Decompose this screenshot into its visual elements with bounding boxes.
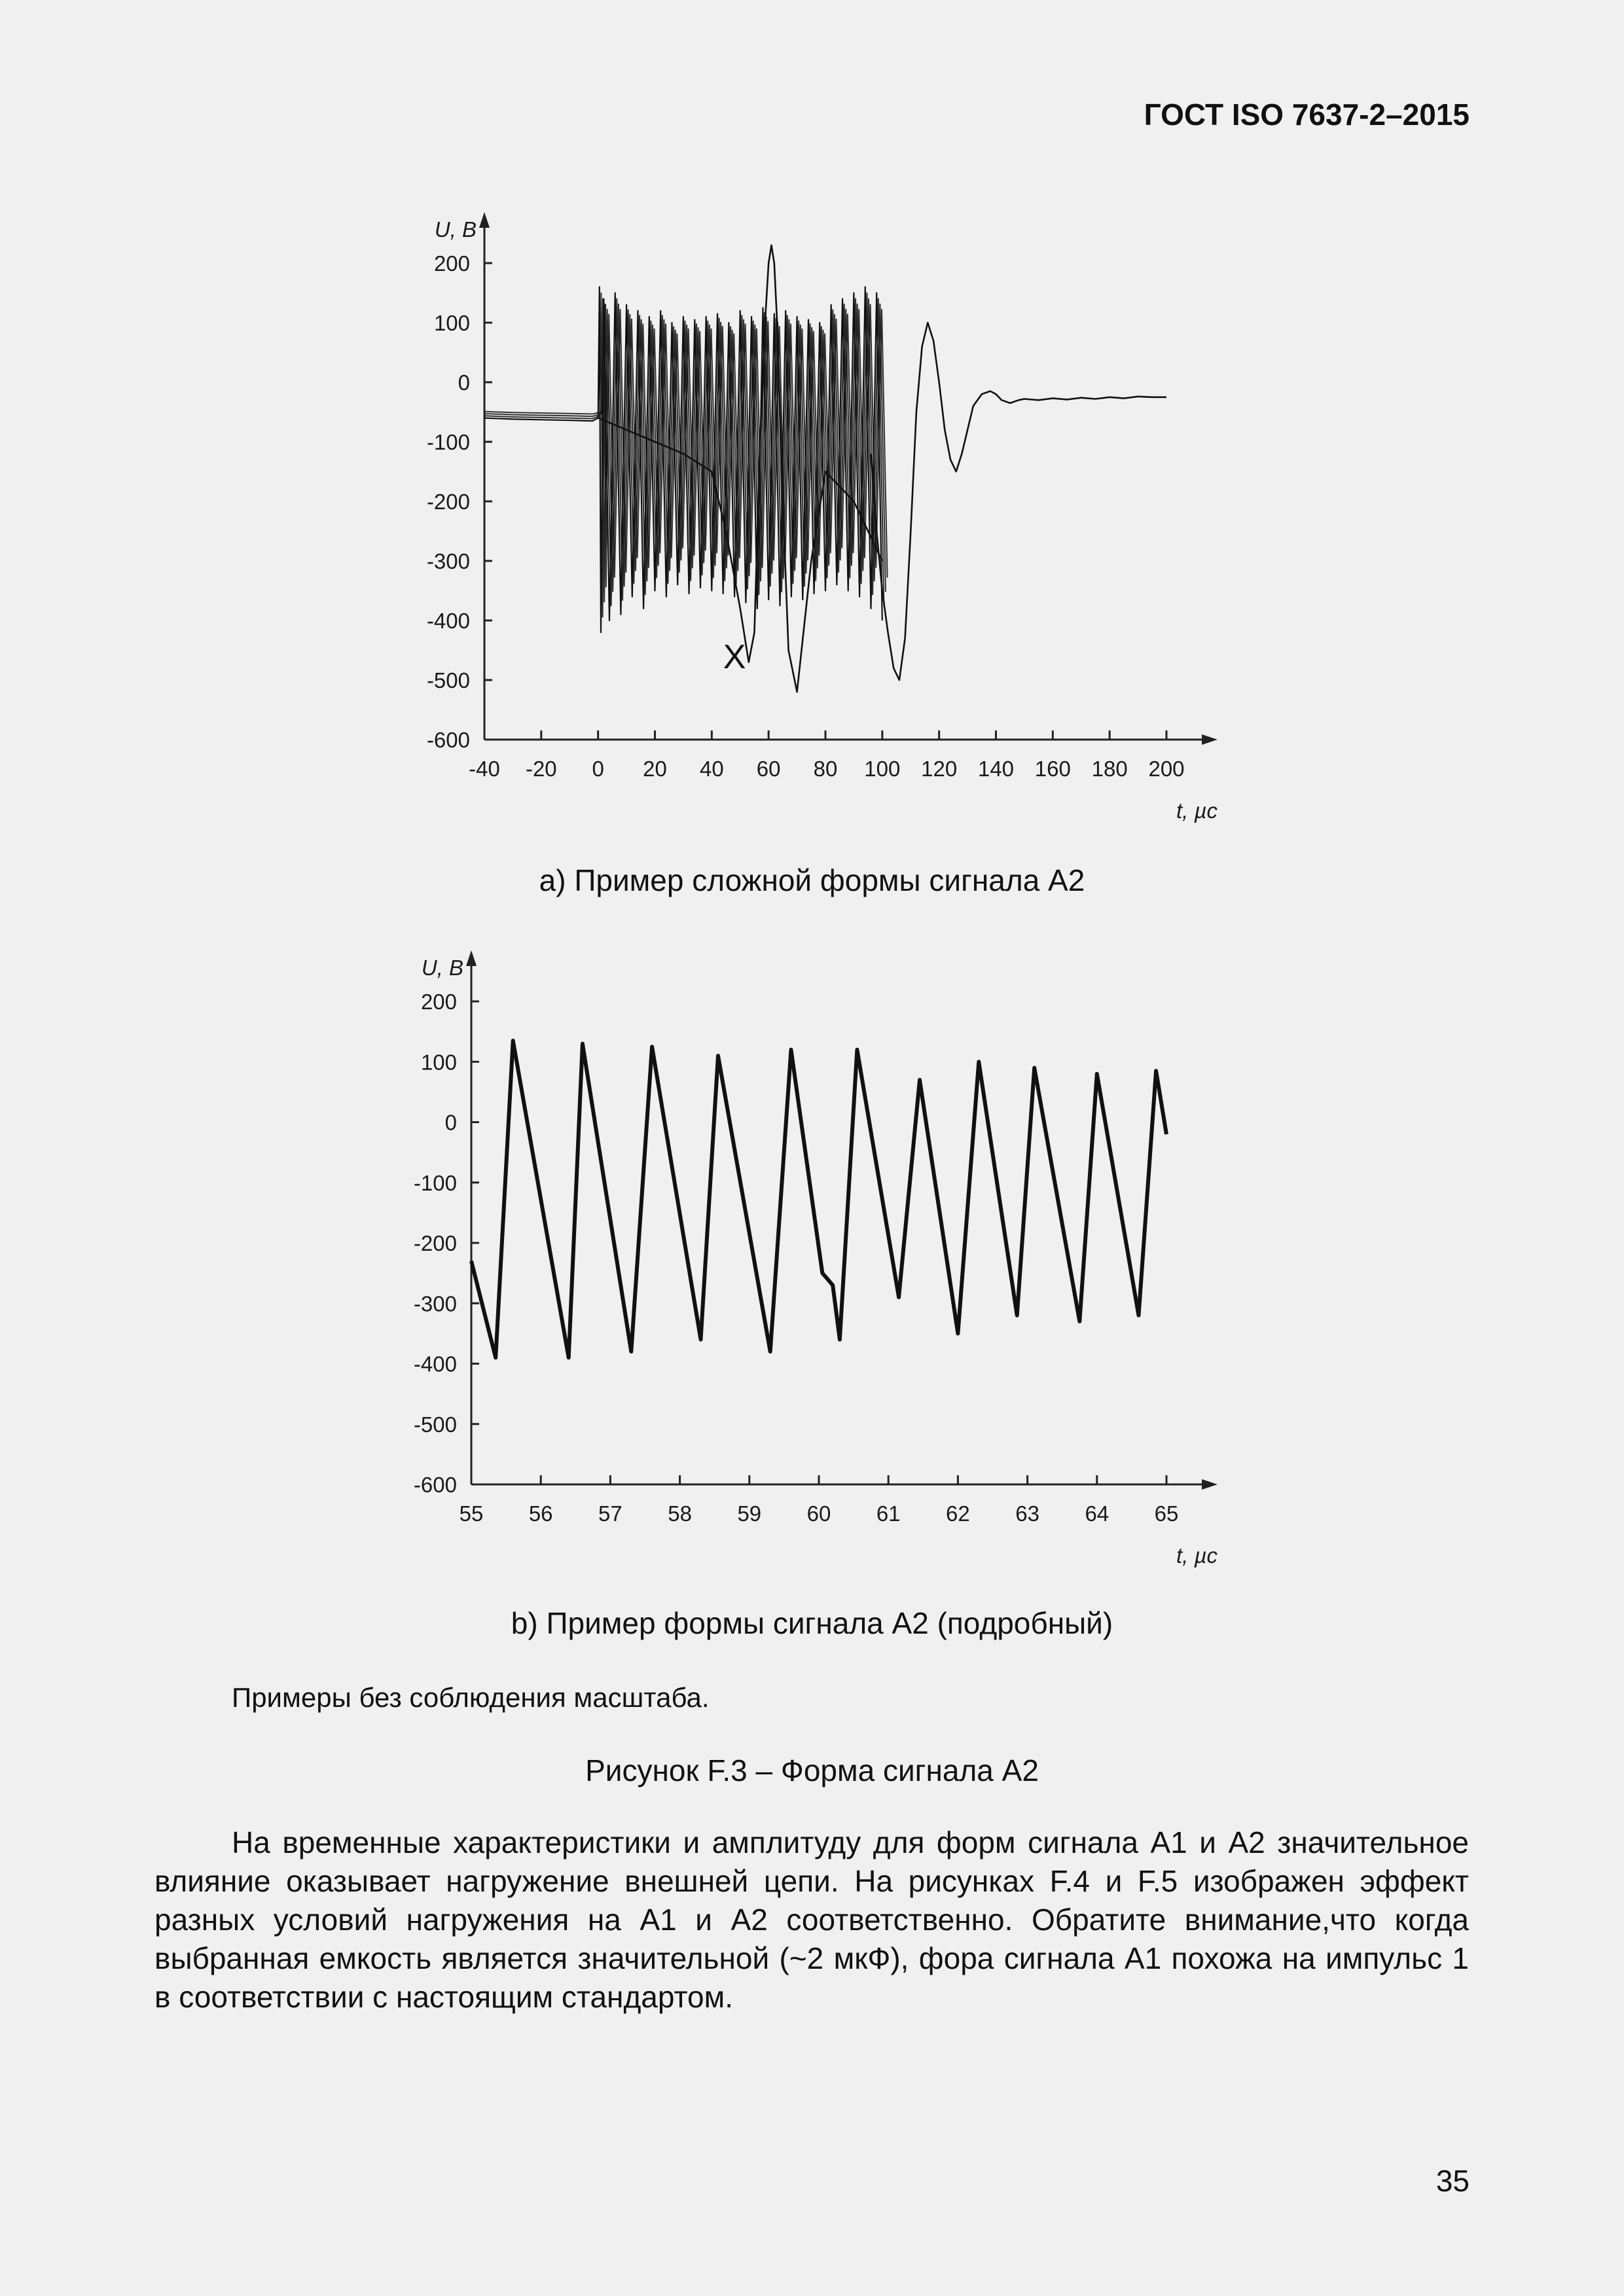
chart-b-y-tick-label: -200 (413, 1231, 457, 1255)
chart-a-x-arrow-icon (1202, 734, 1218, 745)
chart-a-x-tick-label: -20 (525, 757, 557, 781)
chart-a-y-tick-label: -500 (426, 668, 470, 692)
chart-b-y-tick-label: 200 (420, 990, 457, 1014)
chart-b-x-tick-label: 61 (876, 1501, 901, 1526)
chart-a-x-axis-label: t, µс (1176, 798, 1218, 823)
chart-b-x-tick-label: 63 (1015, 1501, 1039, 1526)
caption-chart-a: a) Пример сложной формы сигнала А2 (539, 863, 1085, 897)
chart-a-y-tick-label: -300 (426, 549, 470, 573)
chart-a-x-tick-label: 140 (977, 757, 1015, 781)
chart-a-x-tick-label: 120 (921, 757, 958, 781)
chart-b-x-tick-label: 58 (668, 1501, 692, 1526)
chart-b-x-tick-label: 55 (459, 1501, 484, 1526)
chart-b-y-tick-label: 0 (444, 1110, 457, 1135)
chart-b-y-arrow-icon (466, 950, 477, 966)
chart-a-y-tick-label: -200 (426, 490, 470, 514)
chart-a-x-tick-label: 100 (864, 757, 901, 781)
chart-signal-a2-detailed (0, 936, 1624, 1584)
chart-a-y-tick-label: 100 (433, 311, 470, 335)
chart-b-y-tick-label: 100 (420, 1050, 457, 1075)
chart-b-x-tick-label: 65 (1154, 1501, 1179, 1526)
chart-a-x-tick-label: 80 (813, 757, 838, 781)
document-header: ГОСТ ISO 7637-2–2015 (1144, 98, 1470, 132)
chart-a-y-tick-label: -600 (426, 728, 470, 752)
chart-a-y-axis-label: U, В (434, 217, 477, 242)
chart-a-y-tick-label: -400 (426, 609, 470, 633)
chart-a-y-tick-label: 200 (433, 251, 470, 276)
page-number: 35 (1435, 2164, 1470, 2198)
chart-b-x-arrow-icon (1202, 1479, 1218, 1490)
chart-b-x-tick-label: 56 (528, 1501, 553, 1526)
body-paragraph: На временные характеристики и амплитуду для форм сигнала А1 и А2 значительное влияние оказывает нагружение внешней цепи. На рисунках F.4 и F.5 изображен эффект разных условий нагружения на А1 и А2 соответственно. Обратите внимание,что когда выбранная емкость является значительной (~2 мкФ), фора сигнала А1 похожа на импульс 1 в соответствии с настоящим стандартом. (154, 1825, 1469, 2014)
chart-b-series-0 (471, 1041, 1166, 1357)
chart-a-x-tick-label: 20 (643, 757, 667, 781)
chart-b-x-axis-label: t, µс (1176, 1543, 1218, 1568)
chart-b-y-tick-label: -100 (413, 1170, 457, 1195)
chart-a-x-tick-label: 200 (1148, 757, 1185, 781)
chart-a-y-tick-label: -100 (426, 430, 470, 454)
chart-b-x-tick-label: 62 (946, 1501, 970, 1526)
chart-b-y-tick-label: -600 (413, 1473, 457, 1497)
chart-b-y-tick-label: -500 (413, 1412, 457, 1437)
chart-b-x-tick-label: 64 (1085, 1501, 1110, 1526)
chart-b-y-tick-label: -400 (413, 1352, 457, 1376)
chart-a-y-tick-label: 0 (458, 370, 470, 395)
chart-b-x-tick-label: 60 (806, 1501, 831, 1526)
chart-a-x-tick-label: 60 (756, 757, 781, 781)
chart-a-x-tick-label: -40 (469, 757, 500, 781)
chart-a-x-tick-label: 180 (1091, 757, 1128, 781)
chart-a-annotation: X (723, 637, 746, 676)
chart-b-y-tick-label: -300 (413, 1291, 457, 1316)
chart-a-x-tick-label: 160 (1034, 757, 1071, 781)
chart-b-x-tick-label: 57 (598, 1501, 623, 1526)
chart-b-y-axis-label: U, В (421, 956, 463, 980)
chart-b-x-tick-label: 59 (737, 1501, 762, 1526)
scale-note: Примеры без соблюдения масштаба. (232, 1682, 710, 1713)
chart-a-y-arrow-icon (479, 212, 490, 228)
chart-a-series-2 (871, 323, 1167, 680)
figure-title: Рисунок F.3 – Форма сигнала А2 (585, 1753, 1039, 1787)
chart-a-x-tick-label: 0 (592, 757, 604, 781)
caption-chart-b: b) Пример формы сигнала А2 (подробный) (511, 1606, 1113, 1640)
chart-signal-a2-complex (0, 196, 1624, 825)
chart-a-x-tick-label: 40 (699, 757, 724, 781)
